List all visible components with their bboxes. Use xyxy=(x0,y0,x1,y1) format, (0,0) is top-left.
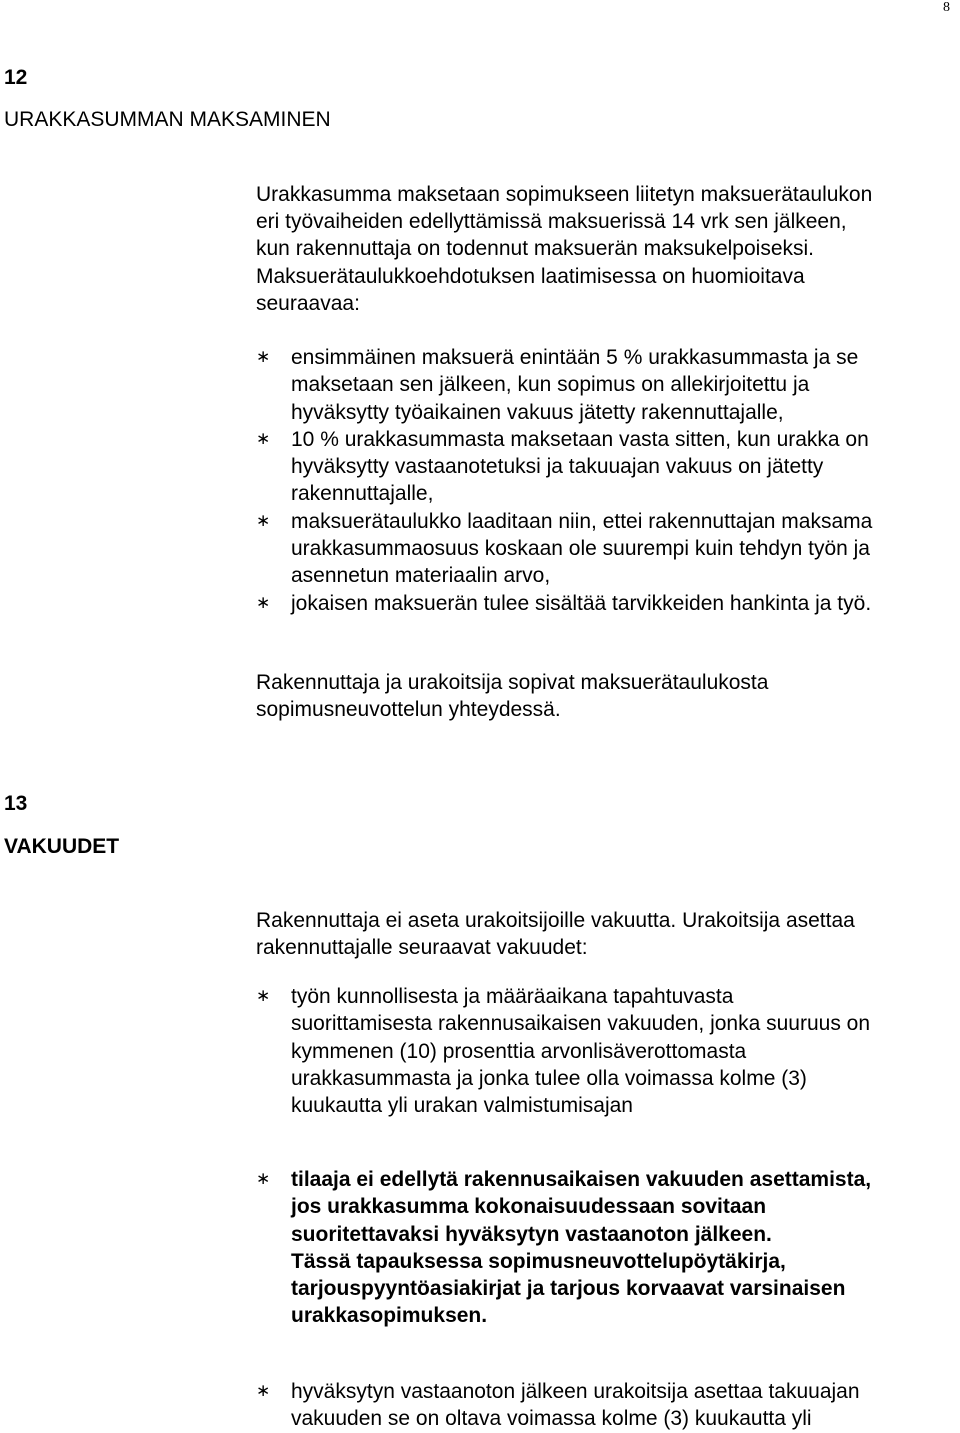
text-line: kymmenen (10) prosenttia arvonlisäverottomasta xyxy=(291,1039,747,1063)
bullet-asterisk-icon: ∗ xyxy=(256,347,271,367)
list-item xyxy=(256,590,872,617)
text-line: Rakennuttaja ei aseta urakoitsijoille vakuutta. Urakoitsija asettaa xyxy=(256,909,855,932)
text-line: urakkasopimuksen. xyxy=(291,1304,488,1328)
text-line: tilaaja ei edellytä rakennusaikaisen vakuuden asettamista, xyxy=(291,1168,872,1191)
bullet-asterisk-icon: ∗ xyxy=(256,510,271,531)
section-12-number: 12 xyxy=(4,66,28,89)
bullet-asterisk-icon: ∗ xyxy=(256,1169,271,1189)
page-number: 8 xyxy=(943,0,950,15)
text-line: suoritettavaksi hyväksytyn vastaanoton jälkeen. xyxy=(291,1222,772,1246)
text-line: urakkasummasta ja jonka tulee olla voimassa kolme (3) xyxy=(291,1066,807,1090)
text-line: kuukautta yli urakan valmistumisajan xyxy=(291,1094,633,1118)
bullet-asterisk-icon: ∗ xyxy=(256,592,271,613)
section-13-bullet-3 xyxy=(256,1378,860,1433)
text-line: Tässä tapauksessa sopimusneuvottelupöytäkirja, xyxy=(291,1249,786,1273)
text-line: Maksuerätaulukkoehdotuksen laatimisessa on huomioitava xyxy=(256,264,805,288)
text-line: jos urakkasumma kokonaisuudessaan sovitaan xyxy=(291,1195,767,1219)
list-item xyxy=(256,508,872,590)
section-13-title: VAKUUDET xyxy=(4,835,120,858)
text-line: Rakennuttaja ja urakoitsija sopivat maksuerätaulukosta xyxy=(256,671,769,694)
text-line: urakkasummaosuus koskaan ole suurempi kuin tehdyn työn ja xyxy=(291,537,870,561)
section-13-bullet-1 xyxy=(256,983,870,1119)
list-item xyxy=(256,344,872,426)
text-line: eri työvaiheiden edellyttämissä maksuerissä 14 vrk sen jälkeen, xyxy=(256,210,847,234)
section-13-number: 13 xyxy=(4,792,28,815)
text-line: seuraavaa: xyxy=(256,291,360,315)
section-12-closing xyxy=(256,669,768,723)
text-line: jokaisen maksuerän tulee sisältää tarvikkeiden hankinta ja työ. xyxy=(291,591,872,615)
text-line: hyväksytty työaikainen vakuus jätetty rakennuttajalle, xyxy=(291,400,784,424)
text-line: hyväksytyn vastaanoton jälkeen urakoitsija asettaa takuuajan xyxy=(291,1380,860,1403)
section-12-intro xyxy=(256,181,872,317)
text-line: vakuuden se on oltava voimassa kolme (3) kuukautta yli xyxy=(291,1407,812,1431)
section-13-bullet-2 xyxy=(256,1166,871,1330)
text-line: sopimusneuvottelun yhteydessä. xyxy=(256,698,561,722)
text-line: asennetun materiaalin arvo, xyxy=(291,564,551,588)
bullet-asterisk-icon: ∗ xyxy=(256,986,271,1006)
text-line: rakennuttajalle, xyxy=(291,482,434,506)
text-line: suorittamisesta rakennusaikaisen vakuuden, jonka suuruus on xyxy=(291,1012,871,1036)
list-item xyxy=(256,1378,860,1433)
text-line: maksuerätaulukko laaditaan niin, ettei rakennuttajan maksama xyxy=(291,509,873,533)
bullet-asterisk-icon: ∗ xyxy=(256,1381,271,1401)
list-item xyxy=(256,983,870,1119)
text-line: hyväksytty vastaanotetuksi ja takuuajan vakuus on jätetty xyxy=(291,455,824,479)
text-line: tarjouspyyntöasiakirjat ja tarjous korvaavat varsinaisen xyxy=(291,1277,846,1301)
text-line: 10 % urakkasummasta maksetaan vasta sitten, kun urakka on xyxy=(291,427,869,451)
text-line: rakennuttajalle seuraavat vakuudet: xyxy=(256,936,588,960)
text-line: maksetaan sen jälkeen, kun sopimus on allekirjoitettu ja xyxy=(291,373,810,397)
bullet-asterisk-icon: ∗ xyxy=(256,428,271,449)
list-item xyxy=(256,426,872,508)
text-line: ensimmäinen maksuerä enintään 5 % urakkasummasta ja se xyxy=(291,346,859,369)
section-13-intro xyxy=(256,907,855,961)
text-line: Urakkasumma maksetaan sopimukseen liitetyn maksuerätaulukon xyxy=(256,183,873,206)
list-item xyxy=(256,1166,871,1330)
text-line: kun rakennuttaja on todennut maksuerän maksukelpoiseksi. xyxy=(256,237,814,261)
section-12-bullet-list xyxy=(256,344,872,617)
section-12-title: URAKKASUMMAN MAKSAMINEN xyxy=(4,108,331,131)
text-line: työn kunnollisesta ja määräaikana tapahtuvasta xyxy=(291,985,734,1008)
